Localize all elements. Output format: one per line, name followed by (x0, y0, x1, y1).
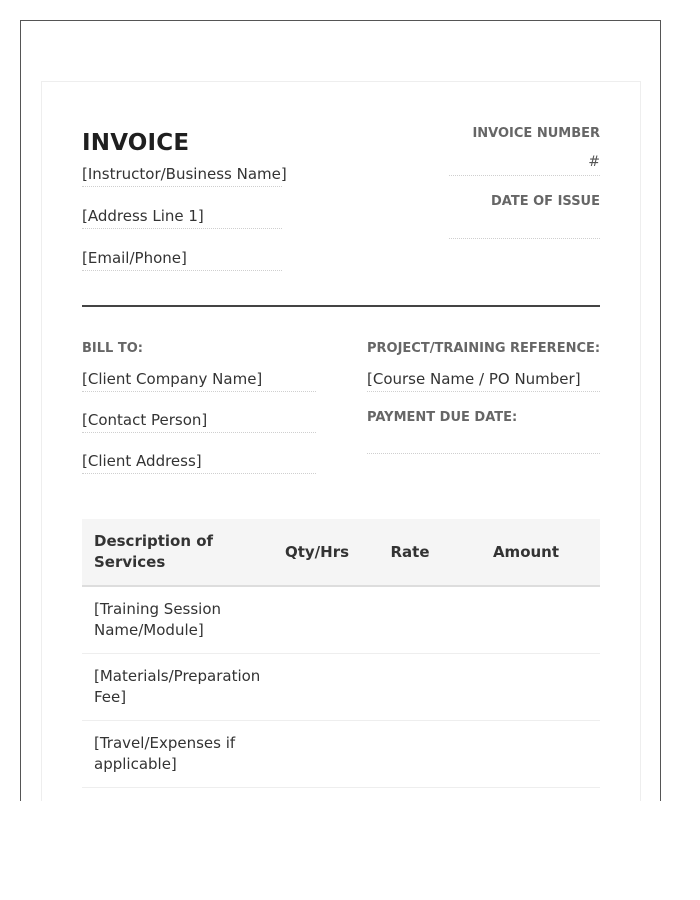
date-of-issue-underline (449, 238, 600, 239)
row-rate[interactable] (368, 586, 452, 654)
header-qty-hrs: Qty/Hrs (266, 519, 368, 586)
invoice-number-label: INVOICE NUMBER (472, 126, 600, 141)
row-amount[interactable] (452, 654, 600, 721)
project-reference-label: PROJECT/TRAINING REFERENCE: (367, 341, 601, 356)
sender-name-field[interactable]: [Instructor/Business Name] (82, 164, 282, 187)
invoice-number-value[interactable]: # (588, 154, 600, 170)
sender-contact-field[interactable]: [Email/Phone] (82, 248, 282, 271)
invoice-number-underline (449, 175, 600, 176)
row-amount[interactable] (452, 586, 600, 654)
table-row (82, 721, 600, 788)
row-qty[interactable] (266, 654, 368, 721)
table-row (82, 586, 600, 654)
row-qty[interactable] (266, 721, 368, 788)
date-of-issue-value[interactable] (450, 218, 600, 236)
header-description: Description of Services (82, 519, 266, 586)
document-frame (20, 20, 661, 801)
header-rate: Rate (368, 519, 452, 586)
header-amount: Amount (452, 519, 600, 586)
row-description[interactable]: [Materials/Preparation Fee] (82, 654, 266, 721)
invoice-title: INVOICE (82, 130, 190, 156)
row-qty[interactable] (266, 586, 368, 654)
table-row (82, 654, 600, 721)
payment-due-date-label: PAYMENT DUE DATE: (367, 410, 518, 425)
sender-address-field[interactable]: [Address Line 1] (82, 206, 282, 229)
payment-due-date-value[interactable] (367, 432, 600, 450)
table-header-row (82, 519, 600, 586)
header-divider (82, 305, 600, 307)
payment-due-date-underline (367, 453, 600, 454)
invoice-page (41, 81, 641, 801)
project-reference-field[interactable]: [Course Name / PO Number] (367, 369, 600, 392)
row-description[interactable]: [Travel/Expenses if applicable] (82, 721, 266, 788)
services-table (82, 519, 600, 788)
client-address-field[interactable]: [Client Address] (82, 451, 316, 474)
date-of-issue-label: DATE OF ISSUE (491, 194, 600, 209)
row-description[interactable]: [Training Session Name/Module] (82, 586, 266, 654)
row-rate[interactable] (368, 654, 452, 721)
client-company-field[interactable]: [Client Company Name] (82, 369, 316, 392)
row-rate[interactable] (368, 721, 452, 788)
row-amount[interactable] (452, 721, 600, 788)
bill-to-label: BILL TO: (82, 341, 143, 356)
client-contact-field[interactable]: [Contact Person] (82, 410, 316, 433)
